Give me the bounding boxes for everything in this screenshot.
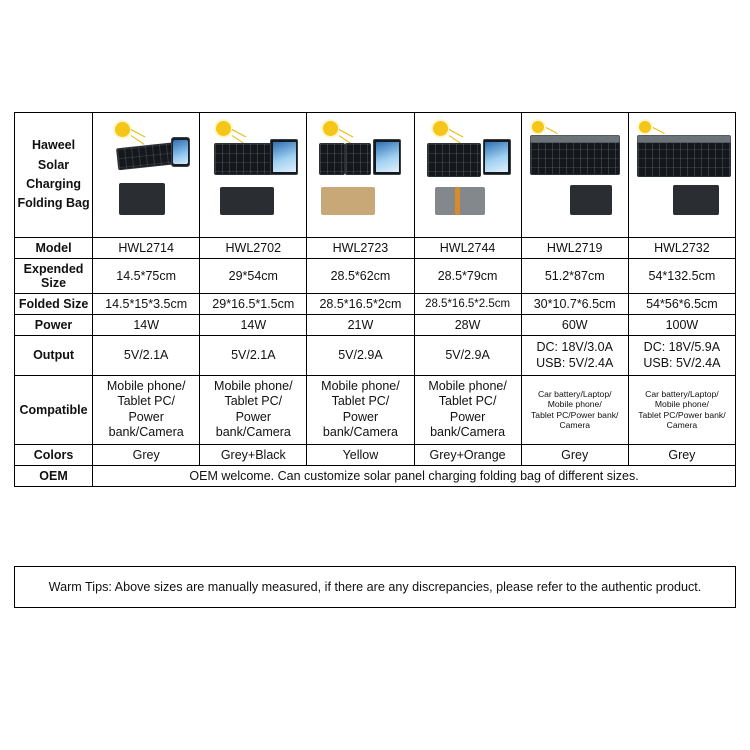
sun-icon — [216, 121, 231, 136]
orange-strap-graphic — [455, 187, 460, 215]
table-row-oem — [15, 466, 736, 487]
solar-panel-graphic — [427, 143, 481, 177]
cell-output-5-line1: DC: 18V/3.0A — [536, 340, 613, 354]
folded-bag-graphic — [220, 187, 274, 215]
cell-colors-6: Grey — [628, 445, 735, 466]
warm-tips-text: Warm Tips: Above sizes are manually measured, if there are any discrepancies, please refer to the authentic product. — [48, 580, 702, 594]
solar-panel-graphic — [345, 143, 371, 175]
folded-bag-graphic — [321, 187, 375, 215]
cell-model-1: HWL2714 — [93, 238, 200, 259]
compat-line: Power bank/Camera — [430, 409, 506, 440]
compat-line: Mobile phone/ — [214, 378, 293, 393]
solar-panel-graphic — [530, 135, 620, 143]
compat-line: Camera — [666, 420, 698, 431]
cell-output-6-line2: USB: 5V/2.4A — [643, 356, 721, 371]
sun-ray-icon — [653, 127, 665, 134]
sun-icon — [323, 121, 338, 136]
cell-folded-1: 14.5*15*3.5cm — [93, 294, 200, 315]
tablet-graphic — [270, 139, 298, 175]
compat-line: Tablet PC/ — [117, 394, 175, 409]
compat-line: Tablet PC/Power bank/ — [531, 409, 619, 420]
cell-power-1: 14W — [93, 315, 200, 336]
cell-folded-2: 29*16.5*1.5cm — [200, 294, 307, 315]
spec-table-wrapper — [14, 112, 736, 487]
folded-bag-graphic — [570, 185, 612, 215]
cell-colors-3: Yellow — [307, 445, 414, 466]
cell-model-4: HWL2744 — [414, 238, 521, 259]
cell-colors-5: Grey — [521, 445, 628, 466]
cell-folded-6: 54*56*6.5cm — [628, 294, 735, 315]
cell-folded-3: 28.5*16.5*2cm — [307, 294, 414, 315]
row-label-model: Model — [15, 238, 93, 259]
brand-title-cell — [15, 113, 93, 238]
brand-name: Haweel — [32, 138, 76, 153]
row-label-expended-size-line1: Expended — [23, 262, 84, 276]
compat-line: Camera — [559, 420, 591, 431]
table-row-compatible — [15, 375, 736, 445]
row-label-expended-size-line2: Size — [41, 276, 67, 290]
cell-folded-5: 30*10.7*6.5cm — [521, 294, 628, 315]
compat-line: Mobile phone/ — [321, 378, 400, 393]
compat-line: Tablet PC/ — [224, 394, 283, 409]
brand-subtitle-1: Solar Charging — [26, 157, 81, 191]
cell-expended-1: 14.5*75cm — [93, 259, 200, 294]
table-row-colors — [15, 445, 736, 466]
product-image-hwl2714 — [93, 113, 200, 238]
product-image-hwl2732 — [628, 113, 735, 238]
folded-bag-graphic — [119, 183, 165, 215]
sun-icon — [532, 121, 544, 133]
cell-expended-4: 28.5*79cm — [414, 259, 521, 294]
cell-model-5: HWL2719 — [521, 238, 628, 259]
brand-subtitle-2: Folding Bag — [17, 196, 90, 211]
phone-graphic — [171, 137, 190, 167]
folded-bag-graphic — [435, 187, 485, 215]
sun-icon — [115, 122, 130, 137]
compat-line: Mobile phone/ — [106, 378, 186, 393]
compat-line: Mobile phone/ — [654, 399, 709, 410]
table-row-model — [15, 238, 736, 259]
sun-icon — [433, 121, 448, 136]
cell-compatible-1 — [93, 375, 200, 445]
compat-line: Car battery/Laptop/ — [645, 388, 719, 399]
compat-line: Tablet PC/Power bank/ — [638, 409, 726, 420]
solar-panel-graphic — [319, 143, 345, 175]
table-row-folded-size — [15, 294, 736, 315]
cell-power-3: 21W — [307, 315, 414, 336]
spec-table — [14, 112, 736, 487]
cell-oem-text: OEM welcome. Can customize solar panel charging folding bag of different sizes. — [93, 466, 736, 487]
compat-line: Power bank/Camera — [215, 409, 291, 440]
cell-compatible-5 — [521, 375, 628, 445]
compat-line: Power bank/Camera — [322, 409, 398, 440]
cell-output-4: 5V/2.9A — [414, 336, 521, 376]
cell-output-5 — [521, 336, 628, 376]
folded-bag-graphic — [673, 185, 719, 215]
tablet-graphic — [373, 139, 401, 175]
cell-expended-5: 51.2*87cm — [521, 259, 628, 294]
compat-line: Mobile phone/ — [547, 399, 602, 410]
cell-colors-4: Grey+Orange — [414, 445, 521, 466]
solar-panel-graphic — [530, 139, 620, 175]
cell-power-5: 60W — [521, 315, 628, 336]
row-label-colors: Colors — [15, 445, 93, 466]
cell-model-6: HWL2732 — [628, 238, 735, 259]
cell-colors-2: Grey+Black — [200, 445, 307, 466]
cell-model-3: HWL2723 — [307, 238, 414, 259]
table-row-images — [15, 113, 736, 238]
table-row-output — [15, 336, 736, 376]
cell-compatible-6 — [628, 375, 735, 445]
row-label-compatible: Compatible — [15, 375, 93, 445]
cell-model-2: HWL2702 — [200, 238, 307, 259]
cell-expended-3: 28.5*62cm — [307, 259, 414, 294]
cell-colors-1: Grey — [93, 445, 200, 466]
product-image-hwl2744 — [414, 113, 521, 238]
cell-compatible-3 — [307, 375, 414, 445]
cell-folded-4: 28.5*16.5*2.5cm — [414, 294, 521, 315]
sun-icon — [639, 121, 651, 133]
tablet-graphic — [483, 139, 511, 175]
solar-panel-graphic — [637, 139, 731, 177]
compat-line: Mobile phone/ — [428, 378, 507, 393]
row-label-power: Power — [15, 315, 93, 336]
table-row-power — [15, 315, 736, 336]
cell-output-6 — [628, 336, 735, 376]
product-image-hwl2702 — [200, 113, 307, 238]
solar-panel-graphic — [214, 143, 278, 175]
compat-line: Car battery/Laptop/ — [537, 388, 612, 399]
product-image-hwl2719 — [521, 113, 628, 238]
sun-ray-icon — [545, 127, 557, 134]
compat-line: Tablet PC/ — [331, 394, 390, 409]
row-label-oem: OEM — [15, 466, 93, 487]
table-row-expended-size — [15, 259, 736, 294]
cell-power-6: 100W — [628, 315, 735, 336]
compat-line: Power bank/Camera — [108, 409, 184, 440]
cell-output-2: 5V/2.1A — [200, 336, 307, 376]
cell-output-1: 5V/2.1A — [93, 336, 200, 376]
cell-power-2: 14W — [200, 315, 307, 336]
compat-line: Tablet PC/ — [438, 394, 497, 409]
cell-output-3: 5V/2.9A — [307, 336, 414, 376]
cell-compatible-2 — [200, 375, 307, 445]
cell-output-5-line2: USB: 5V/2.4A — [536, 356, 614, 371]
solar-panel-graphic — [637, 135, 731, 143]
cell-compatible-4 — [414, 375, 521, 445]
cell-power-4: 28W — [414, 315, 521, 336]
row-label-output: Output — [15, 336, 93, 376]
row-label-folded-size: Folded Size — [15, 294, 93, 315]
warm-tips-box — [14, 566, 736, 608]
product-image-hwl2723 — [307, 113, 414, 238]
row-label-expended-size — [15, 259, 93, 294]
cell-expended-6: 54*132.5cm — [628, 259, 735, 294]
cell-expended-2: 29*54cm — [200, 259, 307, 294]
cell-output-6-line1: DC: 18V/5.9A — [643, 340, 721, 354]
